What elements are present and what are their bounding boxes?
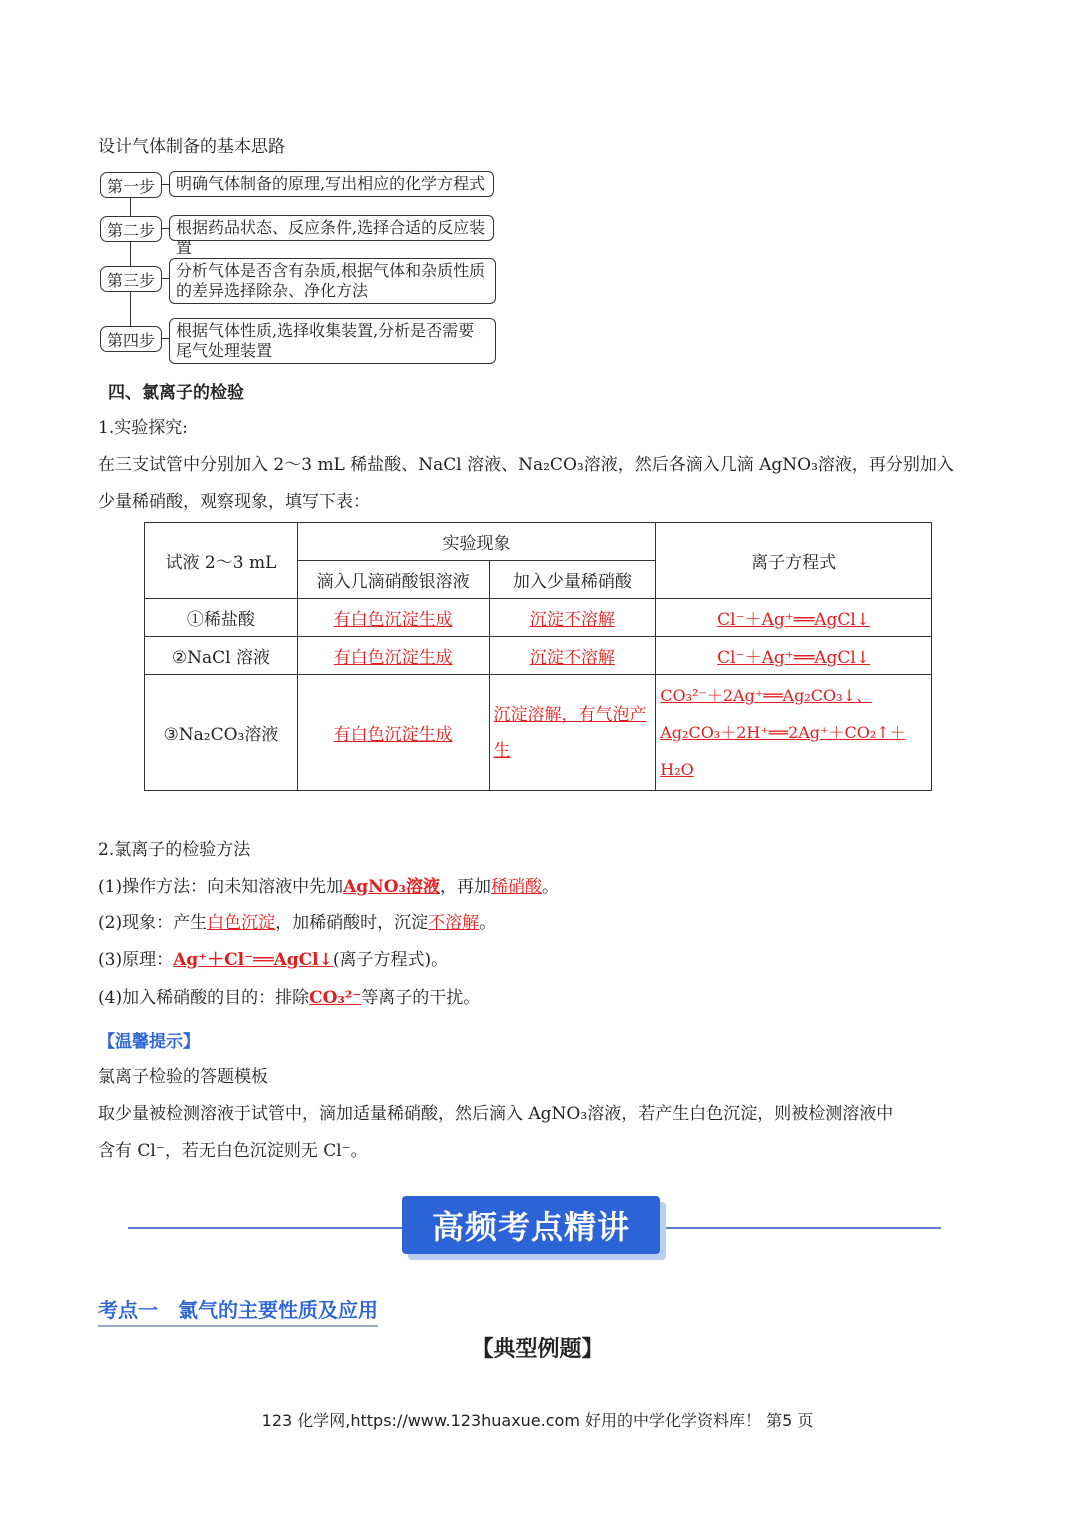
step-4-text: 根据气体性质,选择收集装置,分析是否需要尾气处理装置 bbox=[169, 318, 496, 364]
tip-heading: 【温馨提示】 bbox=[98, 1032, 200, 1052]
section-banner: 高频考点精讲 bbox=[402, 1196, 660, 1254]
method-3: (3)原理：Ag⁺＋Cl⁻══AgCl↓(离子方程式)。 bbox=[98, 950, 449, 970]
section-heading: 四、氯离子的检验 bbox=[108, 383, 244, 403]
table-row: ③Na₂CO₃溶液 有白色沉淀生成 沉淀溶解，有气泡产生 CO₃²⁻＋2Ag⁺══Ag₂CO₃↓、 Ag₂CO₃＋2H⁺══2Ag⁺＋CO₂↑＋ H₂O bbox=[145, 675, 932, 791]
table-row: ①稀盐酸 有白色沉淀生成 沉淀不溶解 Cl⁻＋Ag⁺══AgCl↓ bbox=[145, 599, 932, 637]
step-4-label: 第四步 bbox=[100, 326, 162, 352]
method-2: (2)现象：产生白色沉淀，加稀硝酸时，沉淀不溶解。 bbox=[98, 913, 497, 933]
design-title: 设计气体制备的基本思路 bbox=[98, 137, 285, 157]
banner-rule-left bbox=[128, 1227, 402, 1229]
tip-title: 氯离子检验的答题模板 bbox=[98, 1067, 268, 1087]
sub-heading-1: 1.实验探究: bbox=[98, 418, 188, 438]
tip-line-2: 含有 Cl⁻，若无白色沉淀则无 Cl⁻。 bbox=[98, 1141, 368, 1161]
header-reagent: 试液 2～3 mL bbox=[145, 523, 298, 599]
tip-line-1: 取少量被检测溶液于试管中，滴加适量稀硝酸，然后滴入 AgNO₃溶液，若产生白色沉淀，则被检测溶液中 bbox=[98, 1104, 894, 1124]
method-4: (4)加入稀硝酸的目的：排除CO₃²⁻等离子的干扰。 bbox=[98, 988, 481, 1008]
point-heading: 考点一 氯气的主要性质及应用 bbox=[98, 1294, 378, 1327]
header-sub-1: 滴入几滴硝酸银溶液 bbox=[297, 561, 489, 599]
step-1-label: 第一步 bbox=[100, 172, 162, 198]
header-sub-2: 加入少量稀硝酸 bbox=[489, 561, 656, 599]
header-phenomenon: 实验现象 bbox=[297, 523, 655, 561]
intro-line-2: 少量稀硝酸，观察现象，填写下表： bbox=[98, 492, 370, 512]
step-2-text: 根据药品状态、反应条件,选择合适的反应装置 bbox=[169, 215, 494, 241]
step-2-label: 第二步 bbox=[100, 216, 162, 242]
sub-heading-2: 2.氯离子的检验方法 bbox=[98, 840, 251, 860]
intro-line-1: 在三支试管中分别加入 2～3 mL 稀盐酸、NaCl 溶液、Na₂CO₃溶液，然后各滴入几滴 AgNO₃溶液，再分别加入 bbox=[98, 455, 954, 475]
experiment-table bbox=[144, 522, 932, 791]
step-3-label: 第三步 bbox=[100, 266, 162, 292]
banner-rule-right bbox=[666, 1227, 941, 1229]
method-1: (1)操作方法：向未知溶液中先加AgNO₃溶液，再加稀硝酸。 bbox=[98, 877, 559, 897]
step-3-text: 分析气体是否含有杂质,根据气体和杂质性质的差异选择除杂、净化方法 bbox=[169, 258, 496, 304]
example-heading: 【典型例题】 bbox=[471, 1337, 604, 1362]
table-row: ②NaCl 溶液 有白色沉淀生成 沉淀不溶解 Cl⁻＋Ag⁺══AgCl↓ bbox=[145, 637, 932, 675]
header-equation: 离子方程式 bbox=[656, 523, 932, 599]
page-footer: 123 化学网,https://www.123huaxue.com 好用的中学化学资料库！ 第5 页 bbox=[261, 1411, 814, 1430]
step-1-text: 明确气体制备的原理,写出相应的化学方程式 bbox=[169, 171, 494, 197]
